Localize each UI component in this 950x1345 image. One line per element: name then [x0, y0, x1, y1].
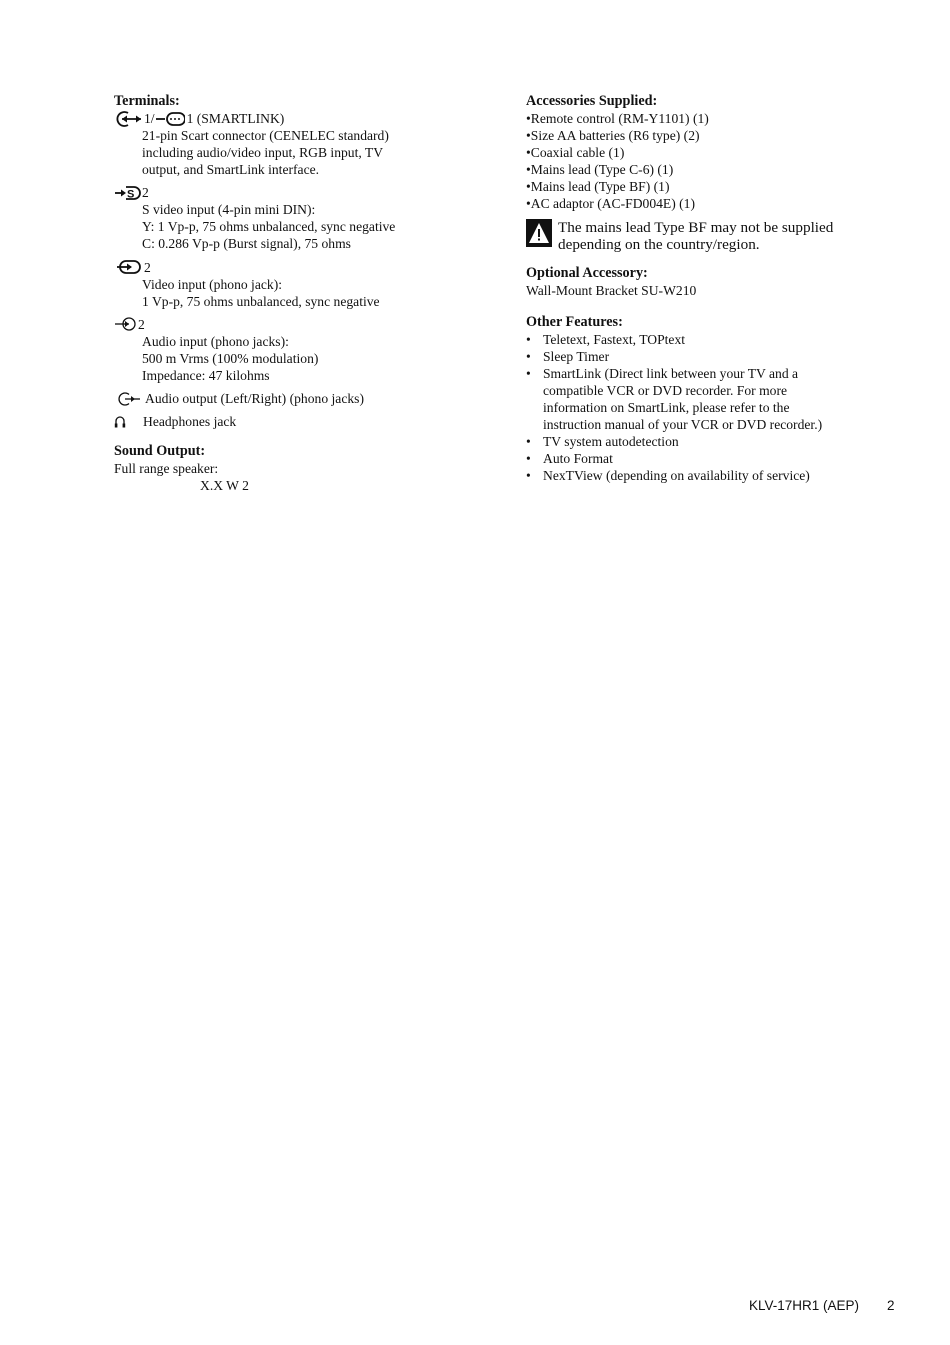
list-item: • Coaxial cable (1): [526, 144, 846, 161]
terminal-audio-output: [114, 390, 454, 407]
video-line: 1 Vp-p, 75 ohms unbalanced, sync negative: [142, 293, 380, 309]
svideo-description: [114, 201, 454, 252]
feature-text: SmartLink (Direct link between your TV and a compatible VCR or DVD recorder. For more information on SmartLink, please refer to the instruction manual of your VCR or DVD recorder.): [543, 365, 823, 433]
list-item: • Auto Format: [526, 451, 613, 467]
svideo-line: C: 0.286 Vp-p (Burst signal), 75 ohms: [142, 236, 351, 252]
feature-text: Teletext, Fastext, TOPtext: [543, 331, 686, 347]
optional-accessory-heading: Optional Accessory:: [526, 264, 648, 281]
feature-text: Sleep Timer: [543, 348, 610, 364]
terminal-audio: [114, 316, 454, 384]
warning-note: [526, 219, 846, 254]
sound-output-heading: Sound Output:: [114, 443, 206, 460]
page-number: 2: [887, 1298, 895, 1313]
audio-output-icon: [117, 391, 141, 407]
headphones-icon: [114, 414, 126, 430]
terminals-heading: Terminals:: [114, 93, 180, 109]
sound-output-label: Full range speaker:: [114, 461, 219, 477]
list-item: • Size AA batteries (R6 type) (2): [526, 127, 846, 144]
terminal-video: [114, 259, 454, 310]
smartlink-label: 1 (SMARTLINK): [186, 110, 285, 126]
page-footer: [749, 1298, 895, 1313]
terminal-svideo: [114, 184, 454, 252]
list-item: • Teletext, Fastext, TOPtext: [526, 331, 686, 347]
other-features-section: [526, 313, 846, 485]
warning-text: The mains lead Type BF may not be supplied depending on the country/region.: [558, 218, 834, 254]
accessories-heading: Accessories Supplied:: [526, 93, 658, 109]
accessories-list: [526, 110, 846, 213]
smartlink-icon: [155, 111, 185, 127]
audio-line: 500 m Vrms (100% modulation): [142, 350, 319, 366]
terminals-section: [114, 92, 454, 430]
features-list: [526, 331, 846, 485]
svideo-line: Y: 1 Vp-p, 75 ohms unbalanced, sync negative: [142, 219, 396, 235]
right-column: [526, 92, 846, 494]
scart-description: [114, 127, 454, 178]
list-item: • NexTView (depending on availability of service): [526, 468, 810, 484]
feature-text: NexTView (depending on availability of service): [543, 468, 810, 484]
warning-icon: [526, 219, 552, 247]
s-video-input-icon: [114, 185, 142, 201]
optional-accessory-section: [526, 264, 846, 299]
audio-label: 2: [138, 316, 145, 332]
scart-line: output, and SmartLink interface.: [142, 162, 320, 178]
left-column: [114, 92, 454, 503]
list-item: • TV system autodetection: [526, 434, 679, 450]
other-features-heading: Other Features:: [526, 313, 623, 330]
svg-text:S: S: [127, 188, 135, 201]
footer-model: KLV-17HR1 (AEP): [749, 1298, 860, 1313]
optional-accessory-text: Wall-Mount Bracket SU-W210: [526, 282, 697, 298]
video-label: 2: [144, 259, 151, 275]
scart-label: 1/: [144, 110, 155, 126]
list-item: • SmartLink (Direct link between your TV and a compatible VCR or DVD recorder. For more information on SmartLink, please refer to the instruction manual of your VCR or DVD recorder.): [526, 365, 823, 433]
svideo-line: S video input (4-pin mini DIN):: [142, 202, 316, 218]
scart-inout-icon: [114, 111, 144, 127]
audio-description: [114, 333, 454, 384]
audio-line: Impedance: 47 kilohms: [142, 367, 270, 383]
feature-text: TV system autodetection: [543, 434, 679, 450]
audio-input-icon: [114, 316, 138, 332]
feature-text: Auto Format: [543, 451, 613, 467]
list-item: • Remote control (RM-Y1101) (1): [526, 110, 846, 127]
video-line: Video input (phono jack):: [142, 276, 282, 292]
list-item: • Mains lead (Type BF) (1): [526, 178, 846, 195]
scart-line: 21-pin Scart connector (CENELEC standard): [142, 128, 389, 143]
scart-line: including audio/video input, RGB input, TV: [142, 145, 384, 161]
sound-output-section: [114, 442, 454, 494]
terminal-headphones: [114, 413, 454, 430]
terminal-scart: [114, 110, 454, 178]
video-input-icon: [114, 259, 144, 275]
list-item: • AC adaptor (AC-FD004E) (1): [526, 195, 846, 212]
svideo-label: 2: [142, 185, 149, 201]
list-item: • Mains lead (Type C-6) (1): [526, 161, 846, 178]
sound-output-value: X.X W 2: [200, 478, 249, 494]
video-description: [114, 276, 454, 310]
headphones-label: Headphones jack: [143, 414, 237, 430]
audio-output-label: Audio output (Left/Right) (phono jacks): [145, 391, 364, 407]
audio-line: Audio input (phono jacks):: [142, 333, 289, 349]
list-item: • Sleep Timer: [526, 348, 610, 364]
accessories-section: [526, 92, 846, 254]
